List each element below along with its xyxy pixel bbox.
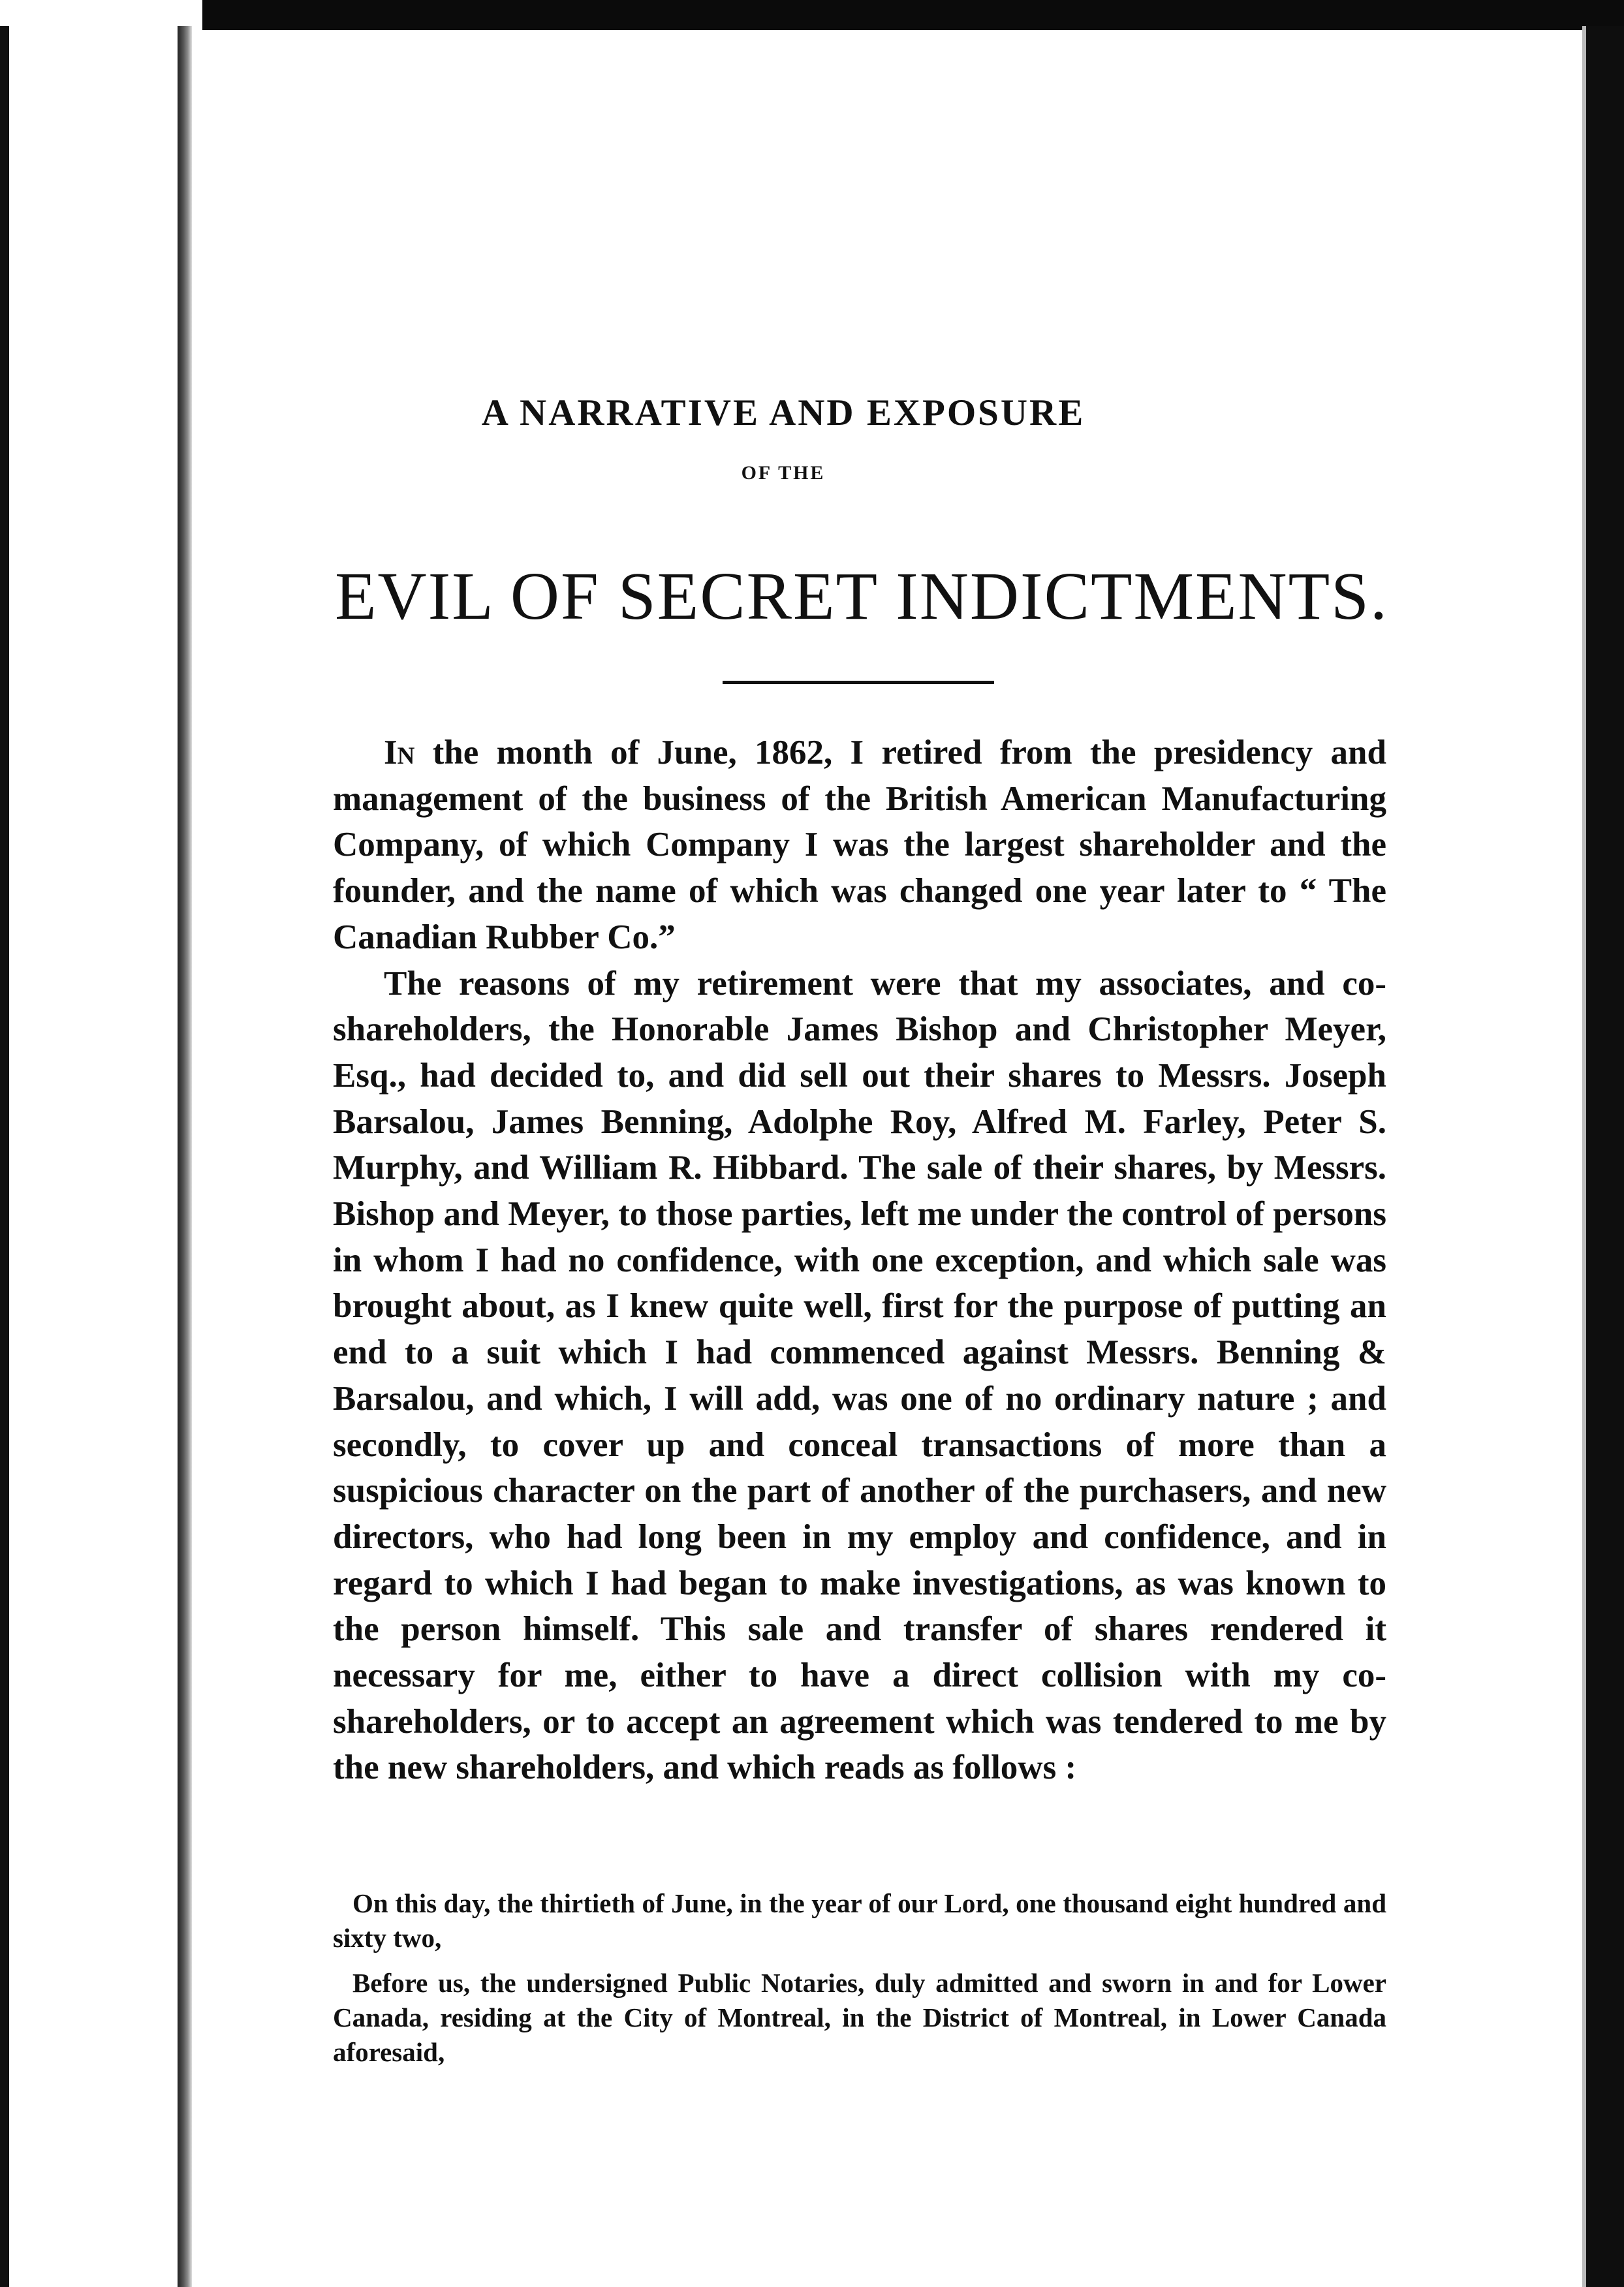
paragraph-2: The reasons of my retirement were that my associates, and co-shareholders, the Honorable James Bishop and Christopher Meyer, Esq., had decided to, and did sell out their shares to Messrs. Joseph Barsalou, James Benning, Adolphe Roy, Alfred M. Farley, Peter S. Murphy, and William R. Hibbard. The sale of their shares, by Messrs. Bishop and Meyer, to those parties, left me under the control of persons in whom I had no confidence, with one exception, and which sale was brought about, as I knew quite well, first for the purpose of putting an end to a suit which I had commenced against Messrs. Benning & Barsalou, and which, I will add, was one of no ordinary nature ; and secondly, to cover up and conceal transactions of more than a suspicious character on the part of another of the purchasers, and new directors, who had long been in my employ and confidence, and in regard to which I had began to make investigations, as was known to the person himself. This sale and transfer of shares rendered it necessary for me, either to have a direct collision with my co-shareholders, or to accept an agreement which was tendered to me by the new shareholders, and which reads as follows : bbox=[333, 964, 1386, 1787]
scan-left-margin bbox=[0, 0, 202, 2287]
heading-line1: A NARRATIVE AND EXPOSURE bbox=[481, 392, 1085, 433]
body-text bbox=[333, 730, 1386, 1791]
scan-right-border bbox=[1586, 26, 1624, 2287]
quote-paragraph-2: Before us, the undersigned Public Notaries, duly admitted and sworn in and for Lower Canada, residing at the City of Montreal, in the District of Montreal, in Lower Canada aforesaid, bbox=[333, 1968, 1386, 2067]
quote-paragraph-1: On this day, the thirtieth of June, in the year of our Lord, one thousand eight hundred and sixty two, bbox=[333, 1888, 1386, 1953]
scan-left-border bbox=[0, 26, 9, 2287]
paragraph-1 bbox=[333, 730, 1386, 961]
quoted-agreement bbox=[333, 1886, 1386, 2080]
scan-top-border bbox=[0, 0, 1624, 30]
paragraph-1-text: the month of June, 1862, I retired from the presidency and management of the business of the British American Manufacturing Company, of which Company I was the largest shareholder and the founder, and the name of which was changed one year later to “ The Canadian Rubber Co.” bbox=[333, 734, 1386, 956]
heading-line2: OF THE bbox=[741, 462, 826, 484]
page-title: EVIL OF SECRET INDICTMENTS. bbox=[335, 559, 1388, 634]
paragraph-1-opening: In bbox=[384, 734, 415, 771]
title-rule bbox=[723, 681, 994, 684]
book-spine-shadow bbox=[178, 26, 192, 2287]
